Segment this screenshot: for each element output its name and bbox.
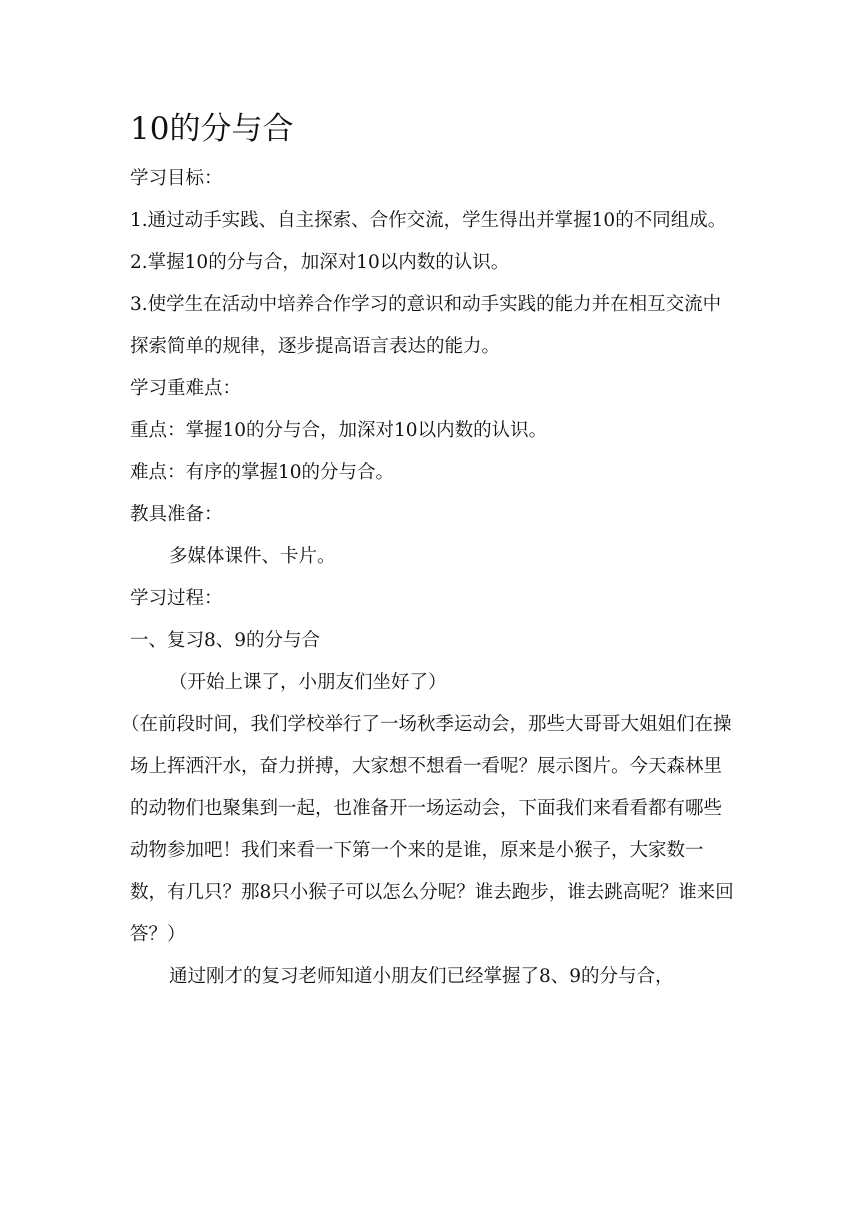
section-1-summary: 通过刚才的复习老师知道小朋友们已经掌握了8、9的分与合， (169, 966, 674, 987)
key-point: 重点：掌握10的分与合，加深对10以内数的认识。 (130, 420, 548, 441)
section-1-story: （在前段时间，我们学校举行了一场秋季运动会，那些大哥哥大姐姐们在操场上挥洒汗水，奋力拼搏，大家想不想看一看呢？展示图片。今天森林里的动物们也聚集到一起，也准备开一场运动会，下面我们来看看都有哪些动物参加吧！我们来看一下第一个来的是谁，原来是小猴子，大家数一数，有几只？那8只小猴子可以怎么分呢？谁去跑步，谁去跳高呢？谁来回答？） (121, 714, 734, 945)
objective-2: 2.掌握10的分与合，加深对10以内数的认识。 (130, 252, 510, 273)
process-heading: 学习过程： (130, 588, 223, 609)
objective-3: 3.使学生在活动中培养合作学习的意识和动手实践的能力并在相互交流中探索简单的规律，逐步提高语言表达的能力。 (130, 294, 722, 357)
materials-text: 多媒体课件、卡片。 (169, 546, 336, 567)
key-points-heading: 学习重难点： (130, 378, 242, 399)
document-body (121, 108, 736, 998)
objective-1: 1.通过动手实践、自主探索、合作交流，学生得出并掌握10的不同组成。 (130, 210, 727, 231)
document-title: 10的分与合 (130, 111, 294, 147)
section-1-heading: 一、复习8、9的分与合 (130, 630, 321, 651)
materials-heading: 教具准备： (130, 504, 223, 525)
difficult-point: 难点：有序的掌握10的分与合。 (130, 462, 395, 483)
section-1-note: （开始上课了，小朋友们坐好了） (169, 672, 447, 693)
objectives-heading: 学习目标： (130, 168, 223, 189)
